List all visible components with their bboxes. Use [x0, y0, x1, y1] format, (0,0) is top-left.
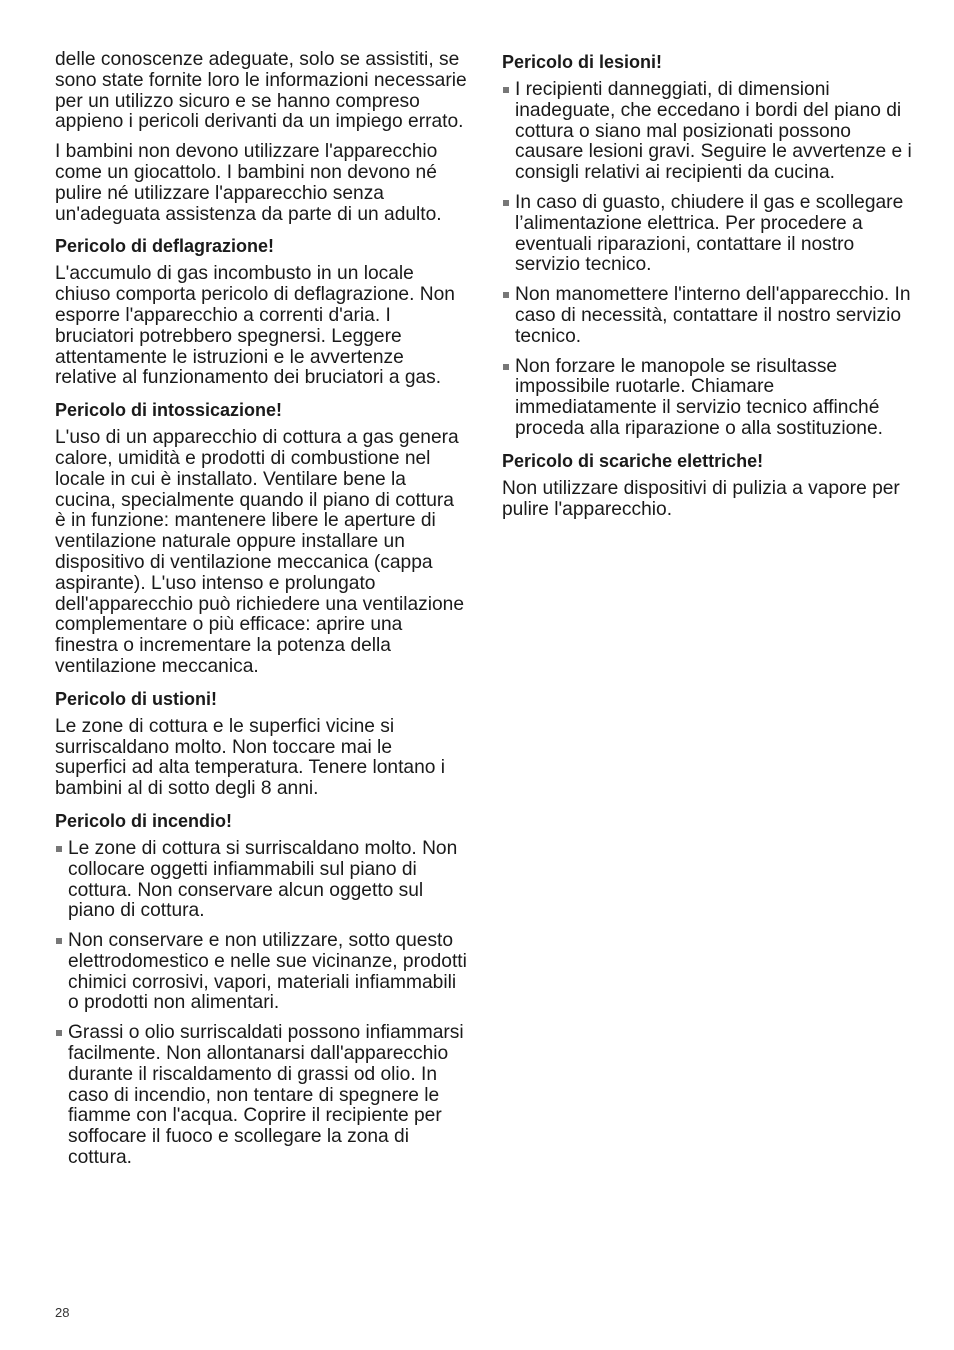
text-intoxication: L'uso di un apparecchio di cottura a gas genera calore, umidità e prodotti di combustione nel locale in cui è installato. Ventilare bene la cucina, specialmente quando il piano di cottura è in funzione: mantenere libere le aperture di ventilazione naturale oppure installare un dispositivo di ventilazione meccanica (cappa aspirante). L'uso intenso e prolungato dell'apparecchio può richiedere una ventilazione complementare o più efficace: aprire una finestra o incrementare la potenza della ventilazione meccanica.	[55, 427, 465, 677]
text-burns: Le zone di cottura e le superfici vicine si surriscaldano molto. Non toccare mai le superfici ad alta temperatura. Tenere lontano i bambini al di sotto degli 8 anni.	[55, 715, 446, 800]
heading-electric: Pericolo di scariche elettriche!	[502, 450, 764, 471]
square-bullet-icon	[503, 364, 509, 370]
list-item-text: Non forzare le manopole se risultasse impossibile ruotarle. Chiamare immediatamente il servizio tecnico affinché proceda alla riparazione o alla sostituzione.	[515, 355, 883, 439]
intro-paragraph: delle conoscenze adeguate, solo se assistiti, se sono state fornite loro le informazioni necessarie per un utilizzo sicuro e se hanno compreso appieno i pericoli derivanti da un impiego errato.	[55, 49, 467, 133]
injury-list	[502, 80, 915, 440]
list-item	[55, 931, 468, 1014]
square-bullet-icon	[503, 292, 509, 298]
text-deflagration: L'accumulo di gas incombusto in un locale chiuso comporta pericolo di deflagrazione. Non esporre l'apparecchio a correnti d'aria. I bruciatori potrebbero spegnersi. Leggere attentamente le istruzioni e le avvertenze relative al funzionamento dei bruciatori a gas.	[55, 263, 455, 389]
list-item-text: Non conservare e non utilizzare, sotto questo elettrodomestico e nelle sue vicinanze, prodotti chimici corrosivi, vapori, materiali infiammabili o prodotti non alimentari.	[68, 930, 467, 1014]
heading-deflagration: Pericolo di deflagrazione!	[55, 236, 275, 257]
left-column	[55, 50, 468, 1178]
square-bullet-icon	[56, 938, 62, 944]
page-number: 28	[55, 1305, 70, 1320]
list-item-text: I recipienti danneggiati, di dimensioni inadeguate, che eccedano i bordi del piano di cottura o siano mal posizionati possono causare lesioni gravi. Seguire le avvertenze e i consigli relativi ai recipienti da cucina.	[515, 79, 912, 184]
right-column	[502, 50, 915, 1178]
heading-injury: Pericolo di lesioni!	[502, 52, 663, 72]
fire-list	[55, 839, 468, 1169]
list-item-text: Le zone di cottura si surriscaldano molto. Non collocare oggetti infiammabili sul piano di cottura. Non conservare alcun oggetto sul piano di cottura.	[68, 837, 458, 922]
list-item	[55, 839, 468, 922]
square-bullet-icon	[56, 846, 62, 852]
intro-paragraph: I bambini non devono utilizzare l'apparecchio come un giocattolo. I bambini non devono né pulire né utilizzare l'apparecchio senza un'adeguata assistenza da parte di un adulto.	[55, 141, 442, 225]
heading-intoxication: Pericolo di intossicazione!	[55, 400, 283, 421]
list-item-text: Grassi o olio surriscaldati possono infiammarsi facilmente. Non allontanarsi dall'apparecchio durante il riscaldamento di grassi od olio. In caso di incendio, non tentare di spegnere le fiamme con l'acqua. Coprire il recipiente per soffocare il fuoco e scollegare la zona di cottura.	[68, 1022, 464, 1169]
list-item	[502, 80, 915, 184]
list-item	[502, 285, 915, 347]
square-bullet-icon	[503, 200, 509, 206]
square-bullet-icon	[503, 87, 509, 93]
page-content	[55, 50, 915, 1178]
list-item-text: Non manomettere l'interno dell'apparecchio. In caso di necessità, contattare il nostro servizio tecnico.	[515, 284, 911, 347]
list-item	[55, 1023, 468, 1169]
heading-fire: Pericolo di incendio!	[55, 810, 233, 831]
list-item-text: In caso di guasto, chiudere il gas e scollegare l’alimentazione elettrica. Per procedere a eventuali riparazioni, contattare il nostro servizio tecnico.	[515, 191, 904, 276]
list-item	[502, 357, 915, 440]
heading-burns: Pericolo di ustioni!	[55, 688, 218, 709]
text-electric: Non utilizzare dispositivi di pulizia a vapore per pulire l'apparecchio.	[502, 477, 900, 520]
list-item	[502, 193, 915, 276]
square-bullet-icon	[56, 1030, 62, 1036]
